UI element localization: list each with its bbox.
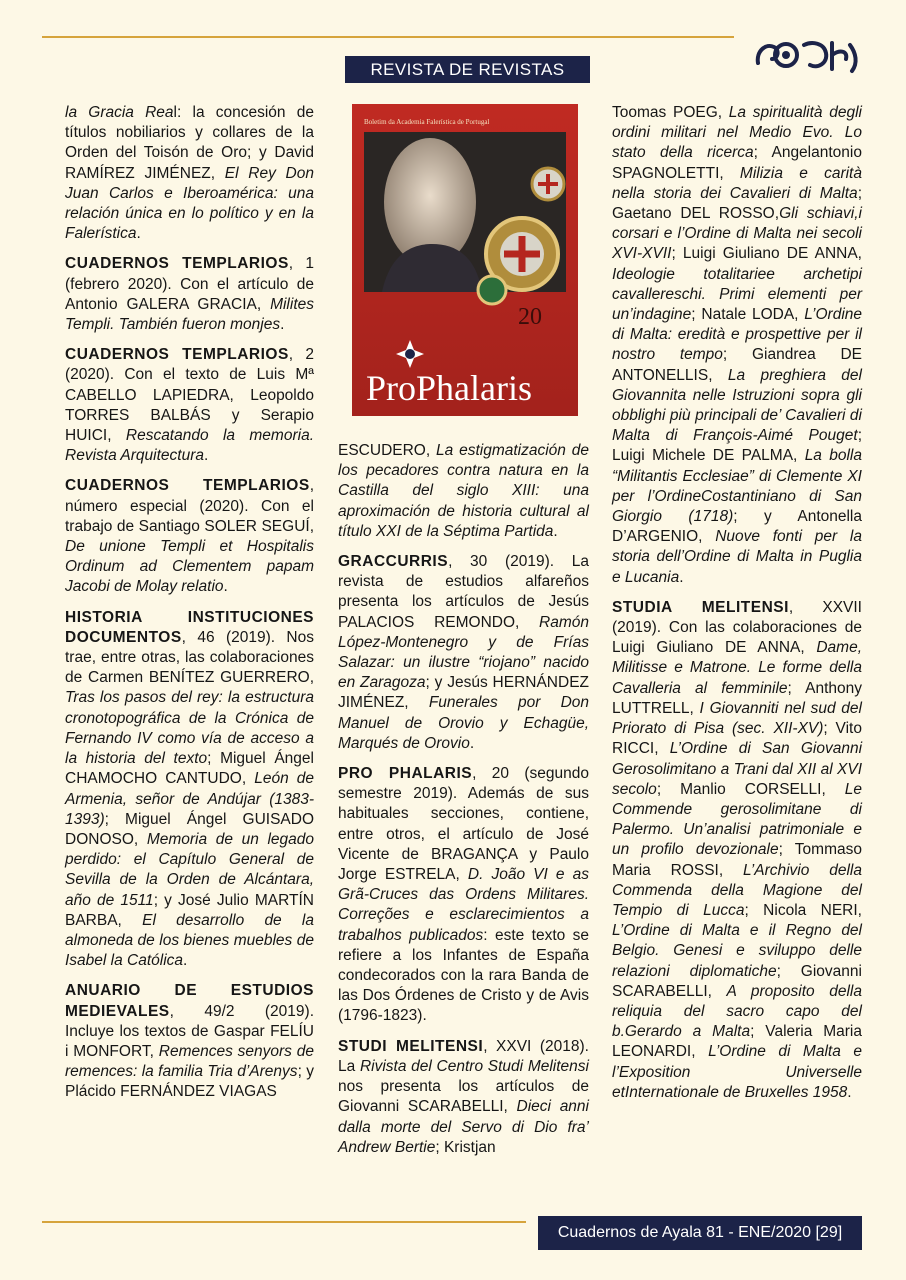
article-title: Dieci anni dalla morte del Servo di Dio fra’ Andrew Bertie bbox=[338, 1098, 589, 1156]
article-title: L’Archivio della Commenda della Magione del Tempio di Lucca bbox=[612, 861, 862, 919]
article-title: De unione Templi et Hospitalis Ordinum ad Clementem papam Jacobi de Molay relatio bbox=[65, 538, 314, 596]
review-entry bbox=[612, 103, 862, 588]
entry-text: ; Kristjan bbox=[435, 1138, 496, 1156]
article-title: León de Armenia, señor de Andújar (1383-1393) bbox=[65, 770, 315, 828]
entry-text: Toomas POEG, bbox=[612, 104, 729, 121]
entry-text: . bbox=[223, 578, 228, 596]
article-title: Gli schiavi,i corsari e l’Ordine di Malta nei secoli XVI-XVII bbox=[612, 205, 862, 263]
header-rule bbox=[42, 36, 734, 38]
entry-text: ; Tommaso Maria ROSSI, bbox=[612, 841, 862, 879]
entry-text: ; Luigi Michele DE PALMA, bbox=[612, 427, 862, 465]
review-entry bbox=[338, 441, 589, 542]
entry-text: ; Giandrea DE ANTONELLIS, bbox=[612, 346, 862, 384]
review-entry bbox=[338, 552, 589, 754]
article-title: Remences senyors de remences: la familia Tria d’Arenys bbox=[65, 1042, 314, 1081]
article-title: Funerales por Don Manuel de Orovio y Echagüe, Marqués de Orovio bbox=[338, 694, 590, 752]
journal-title: CUADERNOS TEMPLARIOS bbox=[65, 346, 289, 364]
article-title: Memoria de un legado perdido: el Capítulo General de Sevilla de la Orden de Alcántara, año de 1511 bbox=[65, 830, 314, 909]
prophalaris-cover-image bbox=[352, 104, 578, 416]
entry-text: , 46 (2019). Nos trae, entre otras, las colaboraciones de Carmen BENÍTEZ GUERRERO, bbox=[65, 628, 314, 687]
article-title: L’Ordine di Malta: eredità e prospettive per il nostro tempo bbox=[612, 306, 862, 364]
article-title: Ideologie totalitariee archetipi cavallereschi. Primi elementi per un’indagine bbox=[612, 265, 862, 324]
article-title: Ramón López-Montenegro y de Frías Salazar: un ilustre “riojano” nacido en Zaragoza bbox=[338, 613, 589, 692]
entry-text: , XXVI (2018). La bbox=[338, 1037, 589, 1075]
cover-top-text: Boletim da Academia Falerística de Portugal bbox=[364, 118, 490, 126]
article-title: Rescatando la memoria. Revista Arquitectura bbox=[65, 427, 314, 465]
article-title: Le Commende gerosolimitane di Palermo. Un’analisi patrimoniale e un profilo devozionale bbox=[612, 780, 862, 859]
article-title: La bolla “Militantis Ecclesiae” di Clemente XI per l’OrdineCostantiniano di San Giorgio (1718) bbox=[612, 447, 862, 526]
review-entry bbox=[65, 476, 314, 597]
cover-brand: ProPhalaris bbox=[366, 368, 532, 408]
article-title: La preghiera del Giovannita nelle Istruzioni sopra gli obblighi più principali de’ Cavalieri di Malta di François-Aimé Pouget bbox=[612, 366, 862, 445]
journal-title: STUDIA MELITENSI bbox=[612, 598, 789, 616]
journal-title: PRO PHALARIS bbox=[338, 765, 473, 783]
entry-text: ; Natale LODA, bbox=[691, 306, 805, 324]
article-title: L’Ordine di Malta e l’Exposition Universelle etInternationale de Bruxelles 1958 bbox=[612, 1043, 862, 1101]
cover-issue-number: 20 bbox=[518, 304, 542, 330]
article-title: Nuove fonti per la storia dell’Ordine di Malta in Puglia e Lucania bbox=[612, 528, 862, 586]
article-title: Milites Templi. También fueron monjes bbox=[65, 295, 314, 334]
entry-text: , 1 (febrero 2020). Con el artículo de Antonio GALERA GRACIA, bbox=[65, 255, 314, 313]
article-title: La estigmatización de los pecadores contra natura en la Castilla del siglo XIII: una aproximación de historia cultural al título XXI de la Séptima Partida bbox=[338, 442, 589, 540]
review-entry bbox=[65, 608, 314, 972]
article-title: Milizia e carità nella storia dei Cavalieri di Malta bbox=[612, 164, 862, 202]
review-entry bbox=[65, 254, 314, 335]
article-title: El Rey Don Juan Carlos e Iberoamérica: una relación única en lo político y en la Falerística bbox=[65, 164, 314, 243]
entry-text: : este texto se refiere a los Infantes de España condecorados con la rara Banda de las Dos Órdenes de Cristo y de Avis (1796-1823). bbox=[338, 926, 589, 1025]
article-title: El desarrollo de la almoneda de los bienes muebles de Isabel la Católica bbox=[65, 911, 314, 970]
entry-text: ; Manlio CORSELLI, bbox=[656, 780, 845, 798]
review-entry bbox=[65, 345, 314, 466]
text-column-2 bbox=[338, 441, 589, 1168]
article-title: A proposito della reliquia del sacro capo del b.Gerardo a Malta bbox=[612, 982, 862, 1041]
entry-text: ; y Antonella D’ARGENIO, bbox=[612, 508, 862, 546]
entry-text: ; Gaetano DEL ROSSO, bbox=[612, 184, 862, 223]
entry-text: , XXVII (2019). Con las colaboraciones de Luigi Giuliano DE ANNA, bbox=[612, 598, 862, 657]
article-title: la Gracia Rea bbox=[65, 104, 174, 121]
entry-text: ; Luigi Giuliano DE ANNA, bbox=[671, 245, 862, 263]
entry-text: , número especial (2020). Con el trabajo de Santiago SOLER SEGUÍ, bbox=[65, 477, 314, 535]
entry-text: , 49/2 (2019). Incluye los textos de Gaspar FELÍU i MONFORT, bbox=[65, 1002, 314, 1060]
article-title: Tras los pasos del rey: la estructura cronotopográfica de la Crónica de Fernando IV como vía de acceso a la historia del texto bbox=[65, 689, 314, 768]
entry-text: ; Nicola NERI, bbox=[744, 901, 862, 919]
journal-title: STUDI MELITENSI bbox=[338, 1037, 484, 1055]
journal-title: HISTORIA INSTITUCIONES DOCUMENTOS bbox=[65, 608, 314, 646]
entry-text: ; Miguel Ángel GUISADO DONOSO, bbox=[65, 810, 314, 848]
entry-text: . bbox=[469, 734, 475, 752]
entry-text: , 30 (2019). La revista de estudios alfareños presenta los artículos de Jesús PALACIOS REMONDO, bbox=[338, 553, 589, 631]
text-column-1 bbox=[65, 103, 314, 1113]
journal-title: GRACCURRIS bbox=[338, 553, 449, 571]
entry-text: ; y Plácido FERNÁNDEZ VIAGAS bbox=[65, 1063, 314, 1101]
entry-text: ; Anthony LUTTRELL, bbox=[612, 679, 862, 717]
entry-text: . bbox=[136, 225, 141, 243]
article-title: Rivista del Centro Studi Melitensi bbox=[359, 1057, 589, 1075]
article-title: Dame, Militisse e Matrone. Le forme della Cavalleria al femminile bbox=[612, 639, 862, 697]
entry-text: nos presenta los artículos de Giovanni SCARABELLI, bbox=[338, 1078, 589, 1116]
entry-text: ; Angelantonio SPAGNOLETTI, bbox=[612, 144, 862, 182]
entry-text: . bbox=[847, 1083, 852, 1101]
ayala-logo-icon bbox=[752, 33, 864, 77]
entry-text: . bbox=[679, 568, 684, 586]
entry-text: ; Valeria Maria LEONARDI, bbox=[612, 1023, 862, 1061]
review-entry bbox=[65, 981, 314, 1102]
entry-text: ; y Jesús HERNÁNDEZ JIMÉNEZ, bbox=[338, 674, 589, 712]
entry-text: . bbox=[204, 447, 209, 465]
review-entry bbox=[612, 598, 862, 1103]
article-title: L’Ordine di Malta e il Regno del Belgio. Genesi e sviluppo delle relazioni diplomatiche bbox=[612, 922, 862, 980]
entry-text: ESCUDERO, bbox=[338, 442, 436, 459]
entry-text: ; Miguel Ángel CHAMOCHO CANTUDO, bbox=[65, 750, 314, 788]
review-entry bbox=[338, 1037, 589, 1158]
entry-text: . bbox=[183, 952, 188, 970]
footer-rule bbox=[42, 1221, 526, 1223]
page-folio: Cuadernos de Ayala 81 - ENE/2020 [29] bbox=[538, 1216, 862, 1250]
entry-text: ; Giovanni SCARABELLI, bbox=[612, 962, 862, 1000]
review-entry bbox=[338, 764, 589, 1027]
entry-text: l: la concesión de títulos nobiliarios y collares de la Orden del Toisón de Oro; y David RAMÍREZ JIMÉNEZ, bbox=[65, 104, 314, 182]
article-title: D. João VI e as Grã-Cruces das Ordens Militares. Correções e esclarecimientos a trabalhos publicados bbox=[338, 866, 589, 944]
entry-text: . bbox=[553, 522, 558, 540]
review-entry bbox=[65, 103, 314, 244]
article-title: L’Ordine di San Giovanni Gerosolimitano a Trani dal XII al XVI secolo bbox=[612, 740, 863, 798]
text-column-3 bbox=[612, 103, 862, 1113]
entry-text: , 20 (segundo semestre 2019). Además de sus habituales secciones, contiene, entre otros, el artículo de José Vicente de BRAGANÇA y Paulo Jorge ESTRELA, bbox=[338, 765, 590, 884]
entry-text: ; y José Julio MARTÍN BARBA, bbox=[65, 891, 314, 929]
article-title: I Giovanniti nel sud del Priorato di Pisa (sec. XII-XV) bbox=[612, 699, 862, 738]
entry-text: ; Vito RICCI, bbox=[612, 720, 862, 758]
entry-text: , 2 (2020). Con el texto de Luis Mª CABELLO LAPIEDRA, Leopoldo TORRES BALBÁS y Serapio HUICI, bbox=[65, 346, 314, 445]
entry-text: . bbox=[280, 316, 285, 334]
journal-title: ANUARIO DE ESTUDIOS MEDIEVALES bbox=[65, 982, 314, 1020]
journal-title: CUADERNOS TEMPLARIOS bbox=[65, 255, 289, 273]
article-title: La spiritualità degli ordini militari nel Medio Evo. Lo stato della ricerca bbox=[612, 104, 862, 162]
section-title: REVISTA DE REVISTAS bbox=[345, 56, 590, 83]
journal-title: CUADERNOS TEMPLARIOS bbox=[65, 477, 310, 495]
